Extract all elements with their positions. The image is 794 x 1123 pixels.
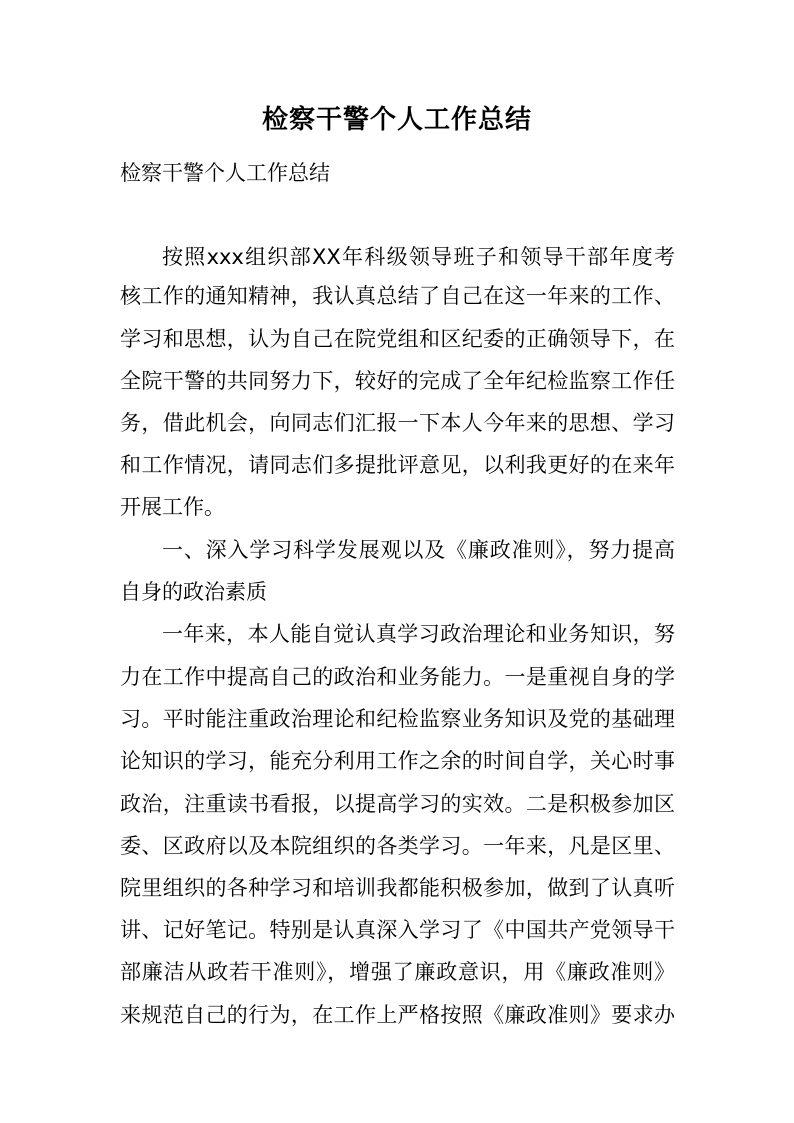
- paragraph-2-line-6: 委、区政府以及本院组织的各类学习。一年来，凡是区里、: [120, 834, 675, 858]
- document-title: 检察干警个人工作总结: [261, 105, 532, 135]
- section-heading-line-1: 一、深入学习科学发展观以及《廉政准则》，努力提高: [162, 538, 675, 562]
- document-subtitle: 检察干警个人工作总结: [120, 161, 330, 185]
- paragraph-1-line-3: 学习和思想，认为自己在院党组和区纪委的正确领导下，在: [120, 327, 675, 351]
- paragraph-2-line-1: 一年来，本人能自觉认真学习政治理论和业务知识，努: [162, 622, 675, 646]
- paragraph-2-line-3: 习。平时能注重政治理论和纪检监察业务知识及党的基础理: [120, 707, 675, 731]
- paragraph-1-line-7: 开展工作。: [120, 495, 225, 519]
- paragraph-2-line-4: 论知识的学习，能充分利用工作之余的时间自学，关心时事: [120, 749, 675, 773]
- paragraph-2-line-10: 来规范自己的行为，在工作上严格按照《廉政准则》要求办: [120, 1003, 675, 1027]
- paragraph-1-line-6: 和工作情况，请同志们多提批评意见，以利我更好的在来年: [120, 453, 675, 477]
- paragraph-1-line-1: 按照xxx组织部XX年科级领导班子和领导干部年度考: [162, 245, 675, 269]
- paragraph-2-line-2: 力在工作中提高自己的政治和业务能力。一是重视自身的学: [120, 665, 675, 689]
- paragraph-2-line-5: 政治，注重读书看报，以提高学习的实效。二是积极参加区: [120, 792, 675, 816]
- paragraph-1-line-5: 务，借此机会，向同志们汇报一下本人今年来的思想、学习: [120, 411, 675, 435]
- paragraph-2-line-9: 部廉洁从政若干准则》，增强了廉政意识，用《廉政准则》: [120, 960, 675, 984]
- paragraph-2-line-8: 讲、记好笔记。特别是认真深入学习了《中国共产党领导干: [120, 918, 675, 942]
- paragraph-1-line-2: 核工作的通知精神，我认真总结了自己在这一年来的工作、: [120, 284, 675, 308]
- paragraph-2-line-7: 院里组织的各种学习和培训我都能积极参加，做到了认真听: [120, 876, 675, 900]
- section-heading-line-2: 自身的政治素质: [120, 580, 267, 604]
- paragraph-1-line-4: 全院干警的共同努力下，较好的完成了全年纪检监察工作任: [120, 369, 675, 393]
